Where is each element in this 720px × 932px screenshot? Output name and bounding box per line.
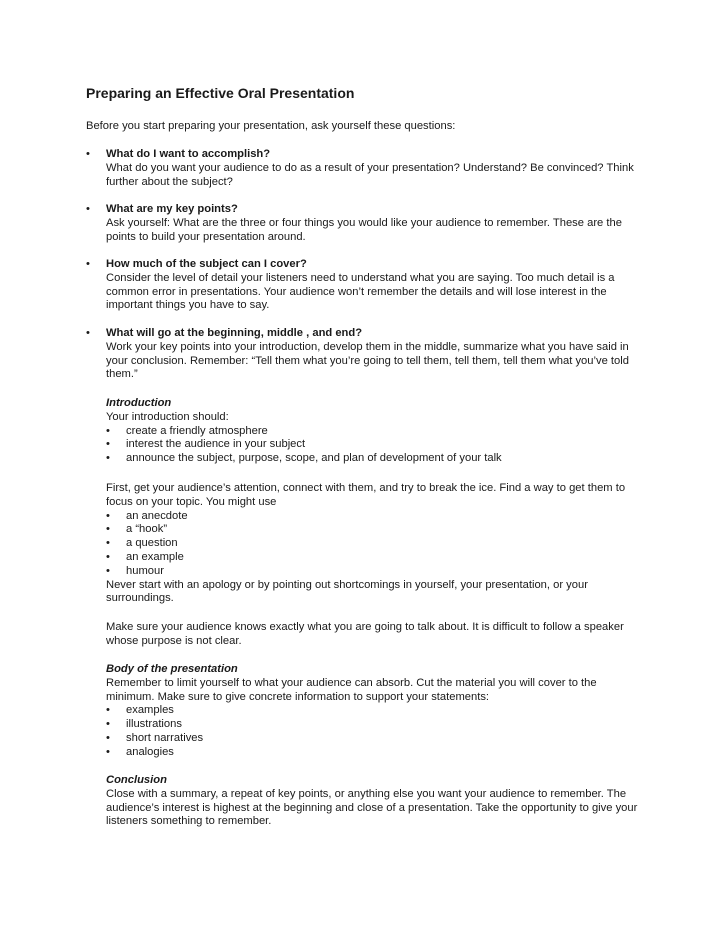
- bullet-icon: •: [106, 745, 110, 758]
- body-list: [106, 704, 646, 759]
- question-heading: What will go at the beginning, middle , and end?: [106, 327, 363, 339]
- list-item: • a question: [106, 537, 178, 550]
- question-heading: What are my key points?: [106, 203, 238, 215]
- bullet-icon: •: [106, 704, 110, 717]
- bullet-icon: •: [86, 148, 90, 160]
- bullet-icon: •: [106, 731, 110, 744]
- list-item: • announce the subject, purpose, scope, and plan of development of your talk: [106, 452, 502, 465]
- list-item: • short narratives: [106, 731, 204, 744]
- bullet-icon: •: [106, 537, 110, 550]
- bullet-icon: •: [106, 438, 110, 451]
- attention-section: [106, 482, 646, 606]
- intro-paragraph: Before you start preparing your presentation, ask yourself these questions:: [86, 120, 456, 132]
- bullet-icon: •: [86, 258, 90, 270]
- bullet-icon: •: [106, 718, 110, 731]
- list-item: • analogies: [106, 745, 174, 758]
- question-item: [86, 203, 646, 244]
- introduction-heading: Introduction: [106, 397, 172, 409]
- list-item: • illustrations: [106, 718, 182, 731]
- list-item: • create a friendly atmosphere: [106, 424, 268, 437]
- bullet-icon: •: [106, 452, 110, 465]
- introduction-section: [106, 397, 646, 466]
- conclusion-text: Close with a summary, a repeat of key points, or anything else you want your audience to remember. The audience’s interest is highest at the beginning and close of a presentation. Take the opportunity to give your listeners something to remember.: [106, 787, 638, 828]
- list-item: • a “hook”: [106, 523, 168, 536]
- list-item: • an example: [106, 550, 184, 563]
- question-heading: What do I want to accomplish?: [106, 148, 271, 160]
- body-section: [106, 663, 646, 760]
- bullet-icon: •: [106, 424, 110, 437]
- purpose-paragraph-block: [106, 621, 646, 649]
- list-item: • interest the audience in your subject: [106, 438, 306, 451]
- question-text: Ask yourself: What are the three or four things you would like your audience to remember. These are the points to build your presentation around.: [106, 216, 622, 243]
- bullet-icon: •: [106, 523, 110, 536]
- question-text: Work your key points into your introduction, develop them in the middle, summarize what you have said in your conclusion. Remember: “Tell them what you’re going to tell them, tell them, tell them what you’ve told them.”: [106, 340, 629, 381]
- apology-paragraph: Never start with an apology or by pointing out shortcomings in yourself, your presentation, or your surroundings.: [106, 578, 588, 605]
- question-item: [86, 148, 646, 189]
- question-item: [86, 258, 646, 313]
- list-item: • an anecdote: [106, 509, 188, 522]
- question-item: [86, 327, 646, 382]
- conclusion-heading: Conclusion: [106, 774, 167, 786]
- attention-paragraph: First, get your audience’s attention, connect with them, and try to break the ice. Find a way to get them to focus on your topic. You might use: [106, 482, 626, 508]
- bullet-icon: •: [106, 509, 110, 522]
- bullet-icon: •: [106, 564, 110, 577]
- list-item: • examples: [106, 704, 174, 717]
- bullet-icon: •: [86, 203, 90, 215]
- attention-list: [106, 510, 646, 579]
- question-heading: How much of the subject can I cover?: [106, 258, 307, 270]
- question-text: What do you want your audience to do as a result of your presentation? Understand? Be convinced? Think further about the subject?: [106, 161, 634, 188]
- body-text: Remember to limit yourself to what your audience can absorb. Cut the material you will cover to the minimum. Make sure to give concrete information to support your statements:: [106, 676, 597, 703]
- bullet-icon: •: [106, 550, 110, 563]
- introduction-list: [106, 425, 646, 466]
- purpose-paragraph: Make sure your audience knows exactly what you are going to talk about. It is difficult to follow a speaker whose purpose is not clear.: [106, 621, 624, 647]
- introduction-lead: Your introduction should:: [106, 410, 229, 423]
- body-heading: Body of the presentation: [106, 663, 238, 675]
- bullet-icon: •: [86, 327, 90, 339]
- document-title: Preparing an Effective Oral Presentation: [86, 85, 355, 101]
- list-item: • humour: [106, 564, 164, 577]
- conclusion-section: [106, 774, 646, 829]
- question-text: Consider the level of detail your listeners need to understand what you are saying. Too much detail is a common error in presentations. Your audience won’t remember the details and will lose interest in the important things you have to say.: [106, 271, 615, 312]
